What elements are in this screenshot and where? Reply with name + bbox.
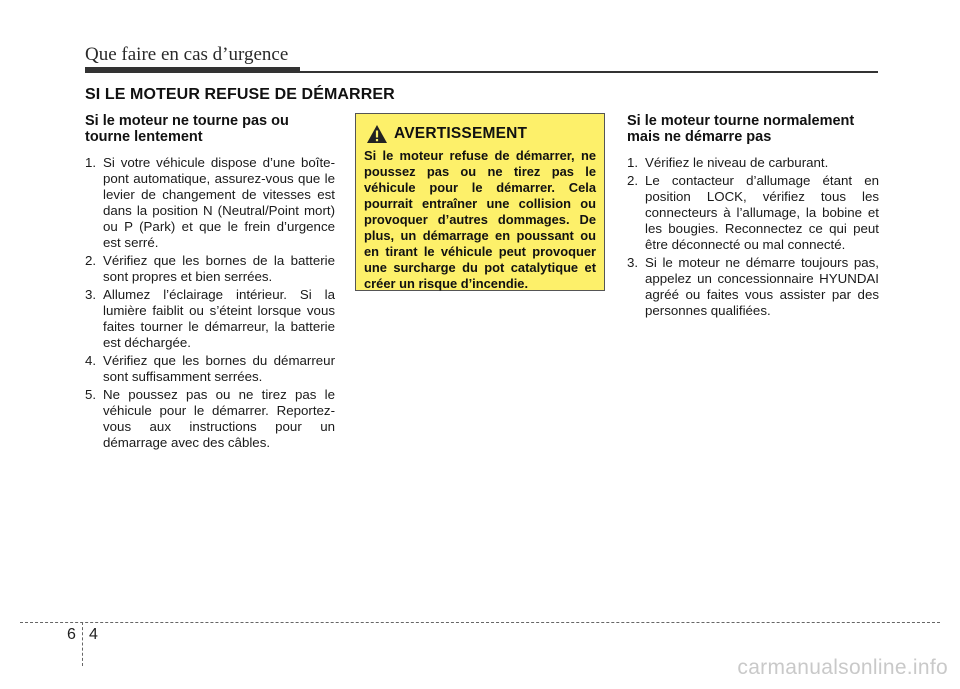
step-text: Vérifiez le niveau de carburant. xyxy=(645,155,829,170)
list-item xyxy=(85,387,335,451)
left-subtitle: Si le moteur ne tourne pas ou tourne lentement xyxy=(85,113,289,145)
warning-title: AVERTISSEMENT xyxy=(394,125,528,142)
left-steps-list xyxy=(85,155,335,451)
warning-text: Si le moteur refuse de démarrer, ne poussez pas ou ne tirez pas le véhicule pour le démarrer. Cela pourrait entraîner une collision ou provoquer d’autres dommages. De plus, un démarrage en poussant ou en tirant le véhicule peut provoquer une surcharge du pot catalytique et créer un risque d’incendie. xyxy=(364,148,596,291)
step-number: 5. xyxy=(85,387,97,402)
warning-triangle-icon xyxy=(366,124,388,144)
section-title: SI LE MOTEUR REFUSE DE DÉMARRER xyxy=(85,86,395,103)
right-subtitle: Si le moteur tourne normalement mais ne démarre pas xyxy=(627,113,855,145)
step-number: 2. xyxy=(627,173,639,188)
step-number: 2. xyxy=(85,253,97,268)
footer-rule xyxy=(20,622,940,623)
step-number: 1. xyxy=(85,155,97,170)
list-item xyxy=(85,353,335,385)
step-text: Si le moteur ne démarre toujours pas, appelez un concessionnaire HYUNDAI agréé ou faites vous assister par des personnes qualifiées. xyxy=(645,255,879,318)
warning-header xyxy=(364,124,596,144)
page-number: 4 xyxy=(89,626,98,643)
watermark: carmanualsonline.info xyxy=(737,656,948,679)
step-number: 3. xyxy=(627,255,639,270)
step-number: 3. xyxy=(85,287,97,302)
warning-box xyxy=(355,113,605,291)
footer-divider xyxy=(82,622,83,666)
list-item xyxy=(627,173,879,253)
step-text: Le contacteur d’allumage étant en position LOCK, vérifiez tous les connecteurs à l’allumage, la bobine et les bougies. Reconnectez ce qui peut être déconnecté ou mal connecté. xyxy=(645,173,879,252)
left-column xyxy=(85,113,335,453)
list-item xyxy=(627,255,879,319)
right-steps-list xyxy=(627,155,879,319)
step-number: 4. xyxy=(85,353,97,368)
step-text: Vérifiez que les bornes du démarreur sont suffisamment serrées. xyxy=(103,353,335,384)
list-item xyxy=(85,287,335,351)
list-item xyxy=(85,155,335,251)
chapter-title: Que faire en cas d’urgence xyxy=(85,44,289,65)
list-item xyxy=(85,253,335,285)
right-column xyxy=(627,113,879,321)
step-text: Ne poussez pas ou ne tirez pas le véhicule pour le démarrer. Reportez-vous aux instructions pour un démarrage avec des câbles. xyxy=(103,387,335,450)
chapter-number: 6 xyxy=(67,626,76,643)
step-text: Si votre véhicule dispose d’une boîte-pont automatique, assurez-vous que le levier de changement de vitesses est dans la position N (Neutral/Point mort) ou P (Park) et que le frein d’urgence est serré. xyxy=(103,155,335,250)
step-text: Vérifiez que les bornes de la batterie sont propres et bien serrées. xyxy=(103,253,335,284)
step-number: 1. xyxy=(627,155,639,170)
header-rule xyxy=(85,71,878,73)
list-item xyxy=(627,155,879,171)
step-text: Allumez l’éclairage intérieur. Si la lumière faiblit ou s’éteint lorsque vous faites tourner le démarreur, la batterie est déchargée. xyxy=(103,287,335,350)
